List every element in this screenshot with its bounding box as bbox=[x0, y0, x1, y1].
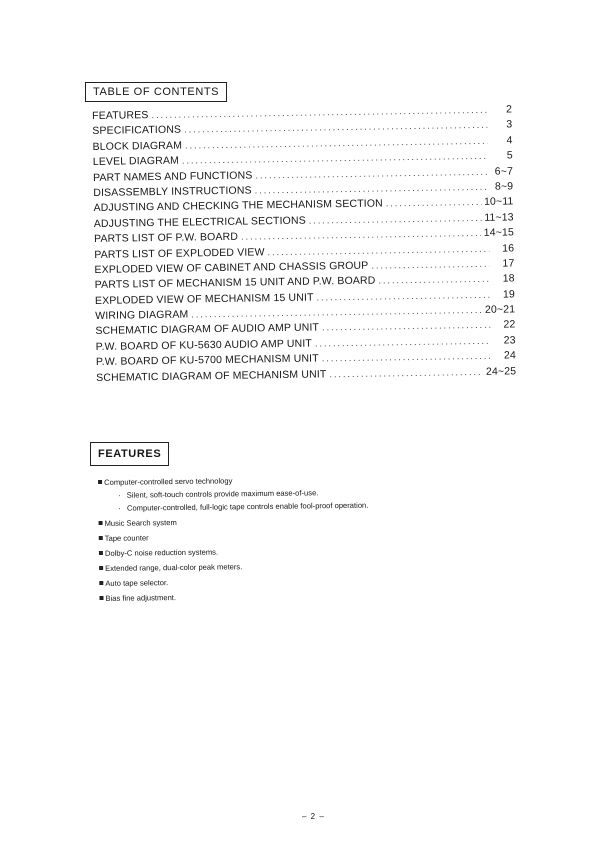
toc-entry-title: PARTS LIST OF P.W. BOARD bbox=[93, 230, 239, 246]
square-bullet-icon bbox=[99, 551, 103, 555]
feature-text: Auto tape selector. bbox=[105, 578, 169, 588]
toc-entry-page: 6~7 bbox=[494, 164, 514, 178]
toc-entry-page: 22 bbox=[503, 318, 516, 332]
leader-dots bbox=[268, 243, 490, 256]
toc-entry-page: 17 bbox=[502, 257, 515, 270]
toc-entry-title: DISASSEMBLY INSTRUCTIONS bbox=[93, 184, 252, 199]
leader-dots bbox=[309, 213, 482, 226]
toc-entry-title: SCHEMATIC DIAGRAM OF MECHANISM UNIT bbox=[96, 367, 327, 384]
toc-entry-page: 24~25 bbox=[485, 365, 517, 378]
leader-dots bbox=[255, 166, 488, 180]
toc-entry-page: 20~21 bbox=[484, 303, 516, 316]
leader-dots bbox=[329, 367, 483, 379]
feature-subtext: Silent, soft-touch controls provide maximum ease-of-use. bbox=[126, 488, 319, 500]
toc-entry-title: SCHEMATIC DIAGRAM OF AUDIO AMP UNIT bbox=[95, 321, 320, 338]
leader-dots bbox=[317, 289, 490, 302]
toc-entry-title: BLOCK DIAGRAM bbox=[92, 139, 183, 153]
toc-entry-title: PART NAMES AND FUNCTIONS bbox=[92, 169, 253, 184]
leader-dots bbox=[241, 228, 481, 242]
leader-dots bbox=[255, 182, 489, 196]
toc-entry-page: 3 bbox=[506, 118, 513, 131]
toc-list bbox=[92, 103, 516, 387]
toc-entry-title: WIRING DIAGRAM bbox=[95, 308, 189, 323]
square-bullet-icon bbox=[99, 566, 103, 570]
toc-entry-title: P.W. BOARD OF KU-5700 MECHANISM UNIT bbox=[95, 352, 319, 369]
feature-text: Extended range, dual-color peak meters. bbox=[105, 562, 243, 573]
page-number: – 2 – bbox=[302, 812, 325, 821]
toc-entry-page: 18 bbox=[502, 272, 515, 285]
leader-dots bbox=[378, 274, 489, 286]
toc-entry-page: 11~13 bbox=[484, 211, 514, 224]
dot-bullet-icon: · bbox=[118, 503, 121, 513]
leader-dots bbox=[322, 320, 490, 333]
leader-dots bbox=[315, 336, 491, 349]
toc-entry-page: 8~9 bbox=[494, 180, 514, 193]
toc-entry-page: 4 bbox=[506, 134, 513, 147]
square-bullet-icon bbox=[99, 536, 103, 540]
toc-heading: TABLE OF CONTENTS bbox=[85, 82, 227, 102]
toc-entry-title: ADJUSTING AND CHECKING THE MECHANISM SECTION bbox=[93, 197, 383, 215]
feature-text: Computer-controlled servo technology bbox=[104, 476, 233, 487]
toc-entry-title: PARTS LIST OF MECHANISM 15 UNIT AND P.W. BOARD bbox=[94, 274, 376, 292]
leader-dots bbox=[386, 197, 481, 208]
feature-text: Music Search system bbox=[104, 518, 177, 528]
leader-dots bbox=[322, 351, 491, 364]
toc-entry-page: 24 bbox=[503, 349, 517, 362]
square-bullet-icon bbox=[98, 480, 102, 484]
toc-entry-title: PARTS LIST OF EXPLODED VIEW bbox=[94, 245, 265, 261]
leader-dots bbox=[371, 259, 489, 271]
leader-dots bbox=[185, 136, 488, 151]
toc-entry-page: 23 bbox=[503, 334, 516, 347]
toc-entry-page: 5 bbox=[506, 149, 513, 162]
toc-entry-page: 19 bbox=[502, 288, 516, 301]
toc-entry-title: SPECIFICATIONS bbox=[92, 123, 182, 138]
toc-entry-page: 14~15 bbox=[483, 226, 515, 239]
leader-dots bbox=[151, 105, 487, 120]
feature-text: Tape counter bbox=[104, 533, 149, 543]
toc-entry-title: LEVEL DIAGRAM bbox=[92, 154, 180, 169]
toc-entry-title: P.W. BOARD OF KU-5630 AUDIO AMP UNIT bbox=[95, 337, 313, 353]
leader-dots bbox=[182, 151, 488, 166]
toc-entry-page: 10~11 bbox=[483, 195, 514, 209]
feature-text: Dolby-C noise reduction systems. bbox=[104, 547, 219, 558]
leader-dots bbox=[184, 120, 487, 135]
dot-bullet-icon: · bbox=[118, 490, 121, 500]
square-bullet-icon bbox=[99, 596, 103, 600]
feature-subtext: Computer-controlled, full-logic tape controls enable fool-proof operation. bbox=[126, 500, 369, 513]
leader-dots bbox=[191, 305, 482, 320]
square-bullet-icon bbox=[99, 521, 103, 525]
feature-text: Bias fine adjustment. bbox=[105, 593, 177, 603]
toc-entry-title: FEATURES bbox=[92, 109, 149, 122]
toc-entry-page: 16 bbox=[502, 241, 515, 255]
square-bullet-icon bbox=[99, 581, 103, 585]
features-heading: FEATURES bbox=[90, 442, 169, 466]
toc-entry-title: ADJUSTING THE ELECTRICAL SECTIONS bbox=[93, 214, 306, 230]
toc-entry-page: 2 bbox=[505, 103, 513, 116]
toc-entry-title: EXPLODED VIEW OF CABINET AND CHASSIS GROUP bbox=[94, 259, 369, 276]
toc-entry-title: EXPLODED VIEW OF MECHANISM 15 UNIT bbox=[94, 291, 314, 307]
features-list bbox=[98, 471, 480, 605]
